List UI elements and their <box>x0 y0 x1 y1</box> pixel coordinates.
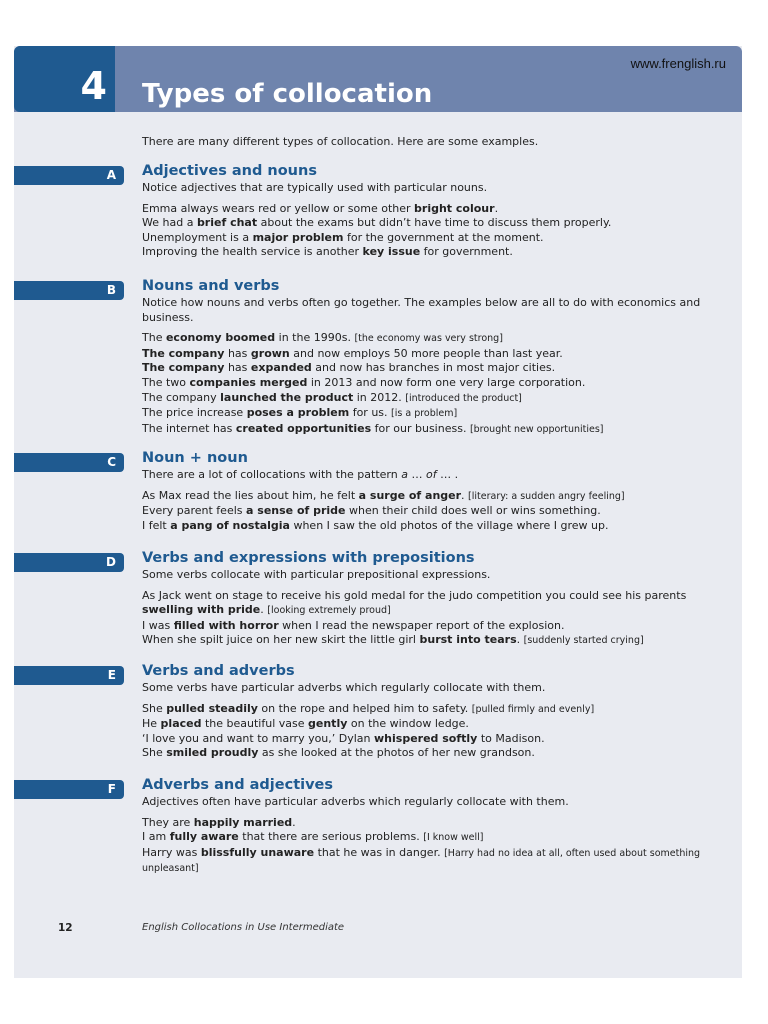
gloss: [suddenly started crying] <box>523 635 644 647</box>
text-run: As Jack went on stage to receive his gold medal for the judo competition you could see his parents <box>142 588 687 602</box>
section-description: Some verbs have particular adverbs which regularly collocate with them. <box>142 681 546 694</box>
text-run: when I saw the old photos of the village where I grew up. <box>289 518 609 532</box>
text-run: I am <box>142 830 170 844</box>
example-line <box>142 589 702 604</box>
example-line <box>142 830 702 846</box>
gloss: [Harry had no idea at all, often used about something <box>444 847 701 859</box>
site-url[interactable]: www.frenglish.ru <box>630 56 726 71</box>
text-run: They are <box>142 815 194 829</box>
unit-number-box <box>14 46 115 112</box>
text-run: As Max read the lies about him, he felt <box>142 488 359 502</box>
unit-number: 4 <box>80 64 107 108</box>
collocation: smiled proudly <box>166 746 259 760</box>
section-letter: C <box>107 455 116 469</box>
text-run: for us. <box>349 406 392 420</box>
section-description: Adjectives often have particular adverbs which regularly collocate with them. <box>142 795 569 808</box>
collocation: pulled steadily <box>166 701 258 715</box>
gloss: [the economy was very strong] <box>354 333 503 345</box>
collocation: a pang of nostalgia <box>170 518 290 532</box>
section-letter: D <box>106 555 116 569</box>
text-run: The internet has <box>142 421 236 435</box>
text-run: … <box>407 468 426 481</box>
text-run: . <box>516 633 524 647</box>
gloss: [I know well] <box>423 832 484 844</box>
pattern-word: of <box>425 468 437 481</box>
section-tab <box>14 281 124 300</box>
section-title: Noun + noun <box>142 450 248 466</box>
example-line <box>142 245 702 260</box>
example-line <box>142 816 702 831</box>
page-title: Types of collocation <box>142 79 433 109</box>
section-tab <box>14 780 124 799</box>
text-run: . <box>292 815 296 829</box>
text-run: ‘I love you and want to marry you,’ Dylan <box>142 731 375 745</box>
example-lines <box>142 816 702 877</box>
gloss: [looking extremely proud] <box>267 605 391 617</box>
collocation: grown <box>250 346 290 360</box>
example-line <box>142 347 702 362</box>
collocation: filled with horror <box>173 618 279 632</box>
gloss: [introduced the product] <box>405 392 522 404</box>
example-line <box>142 202 702 217</box>
section-title: Nouns and verbs <box>142 278 280 294</box>
text-run: and now has branches in most major cities. <box>311 361 556 375</box>
example-line <box>142 216 702 231</box>
example-line <box>142 633 702 649</box>
text-run: when I read the newspaper report of the explosion. <box>278 618 565 632</box>
text-run: in 2013 and now form one very large corporation. <box>307 375 586 389</box>
text-run: She <box>142 746 167 760</box>
collocation: key issue <box>362 245 421 259</box>
collocation: companies merged <box>189 375 308 389</box>
example-line <box>142 861 702 877</box>
gloss: [is a problem] <box>391 408 458 420</box>
pattern-word: a <box>401 468 408 481</box>
section-title: Adjectives and nouns <box>142 163 317 179</box>
collocation: a sense of pride <box>246 504 346 518</box>
text-run: that there are serious problems. <box>238 830 424 844</box>
gloss: [literary: a sudden angry feeling] <box>468 490 625 502</box>
section-tab <box>14 166 124 185</box>
text-run: on the rope and helped him to safety. <box>257 701 472 715</box>
example-line <box>142 603 702 619</box>
text-run: The company <box>142 390 221 404</box>
section-title: Verbs and adverbs <box>142 663 295 679</box>
text-run: Unemployment is a <box>142 230 253 244</box>
text-run: She <box>142 701 167 715</box>
example-lines <box>142 702 702 761</box>
text-run: in the 1990s. <box>275 331 355 345</box>
collocation: whispered softly <box>374 731 478 745</box>
text-run: Harry was <box>142 845 201 859</box>
section-tab <box>14 666 124 685</box>
collocation: a surge of anger <box>358 488 462 502</box>
text-run: has <box>224 346 251 360</box>
example-lines <box>142 331 702 437</box>
collocation: gently <box>308 717 348 731</box>
text-run: on the window ledge. <box>347 717 469 731</box>
section-title: Adverbs and adjectives <box>142 777 334 793</box>
example-line <box>142 702 702 718</box>
collocation: blissfully unaware <box>200 845 315 859</box>
text-run: When she spilt juice on her new skirt the little girl <box>142 633 420 647</box>
section-letter: E <box>107 668 116 682</box>
collocation: poses a problem <box>246 406 350 420</box>
section-letter: A <box>106 168 116 182</box>
example-line <box>142 391 702 407</box>
collocation: bright colour <box>414 201 495 215</box>
section-description <box>142 468 702 483</box>
collocation: brief chat <box>196 216 258 230</box>
gloss: [pulled firmly and evenly] <box>471 703 595 715</box>
example-line <box>142 231 702 246</box>
collocation: fully aware <box>169 830 239 844</box>
text-run: in 2012. <box>353 390 406 404</box>
example-line <box>142 489 702 505</box>
text-run: Emma always wears red or yellow or some other <box>142 201 415 215</box>
collocation: happily married <box>193 815 293 829</box>
example-lines <box>142 589 702 649</box>
section-tab <box>14 553 124 572</box>
text-run: He <box>142 717 161 731</box>
section-description: Notice how nouns and verbs often go together. The examples below are all to do with economics and business. <box>142 296 701 324</box>
intro-text: There are many different types of collocation. Here are some examples. <box>142 135 539 148</box>
text-run: Every parent feels <box>142 504 247 518</box>
example-line <box>142 406 702 422</box>
text-run: the beautiful vase <box>201 717 309 731</box>
section-tab <box>14 453 124 472</box>
text-run: and now employs 50 more people than last year. <box>289 346 563 360</box>
text-run: about the exams but didn’t have time to discuss them properly. <box>257 216 612 230</box>
collocation: placed <box>160 717 202 731</box>
gloss: unpleasant] <box>142 863 199 875</box>
example-line <box>142 504 702 519</box>
text-run: . <box>494 201 499 215</box>
collocation: The company <box>142 361 225 375</box>
example-line <box>142 746 702 761</box>
example-line <box>142 732 702 747</box>
example-line <box>142 717 702 732</box>
section-description: Notice adjectives that are typically used with particular nouns. <box>142 181 488 194</box>
gloss: [brought new opportunities] <box>469 423 604 435</box>
text-run: … . <box>436 468 459 481</box>
text-run: to Madison. <box>477 731 545 745</box>
collocation: expanded <box>250 361 312 375</box>
collocation: created opportunities <box>235 421 372 435</box>
collocation: burst into tears <box>419 633 517 647</box>
example-line <box>142 619 702 634</box>
example-line <box>142 331 702 347</box>
text-run: as she looked at the photos of her new grandson. <box>258 746 535 760</box>
text-run: There are a lot of collocations with the pattern <box>142 468 402 481</box>
example-line <box>142 361 702 376</box>
text-run: The price increase <box>142 406 247 420</box>
text-run: Improving the health service is another <box>142 245 363 259</box>
example-lines <box>142 489 702 534</box>
page-number: 12 <box>58 922 73 934</box>
text-run: that he was in danger. <box>314 845 445 859</box>
text-run: I felt <box>142 518 171 532</box>
text-run: We had a <box>142 216 197 230</box>
collocation: major problem <box>252 230 344 244</box>
collocation: swelling with pride <box>142 603 261 617</box>
collocation: launched the product <box>220 390 354 404</box>
example-line <box>142 422 702 438</box>
text-run: . <box>461 488 469 502</box>
example-line <box>142 376 702 391</box>
text-run: The <box>142 331 166 345</box>
text-run: I was <box>142 618 174 632</box>
section-letter: B <box>106 283 116 297</box>
text-run: for government. <box>420 245 513 259</box>
section-title: Verbs and expressions with prepositions <box>142 550 475 566</box>
section-letter: F <box>107 782 116 796</box>
collocation: economy boomed <box>165 331 276 345</box>
text-run: . <box>260 603 268 617</box>
book-title: English Collocations in Use Intermediate <box>142 922 345 933</box>
example-line <box>142 846 702 862</box>
section-description: Some verbs collocate with particular prepositional expressions. <box>142 568 491 581</box>
text-run: has <box>224 361 251 375</box>
text-run: for the government at the moment. <box>343 230 544 244</box>
collocation: The company <box>142 346 225 360</box>
text-run: for our business. <box>371 421 470 435</box>
example-line <box>142 519 702 534</box>
text-run: when their child does well or wins something. <box>345 504 601 518</box>
example-lines <box>142 202 702 260</box>
text-run: The two <box>142 375 190 389</box>
